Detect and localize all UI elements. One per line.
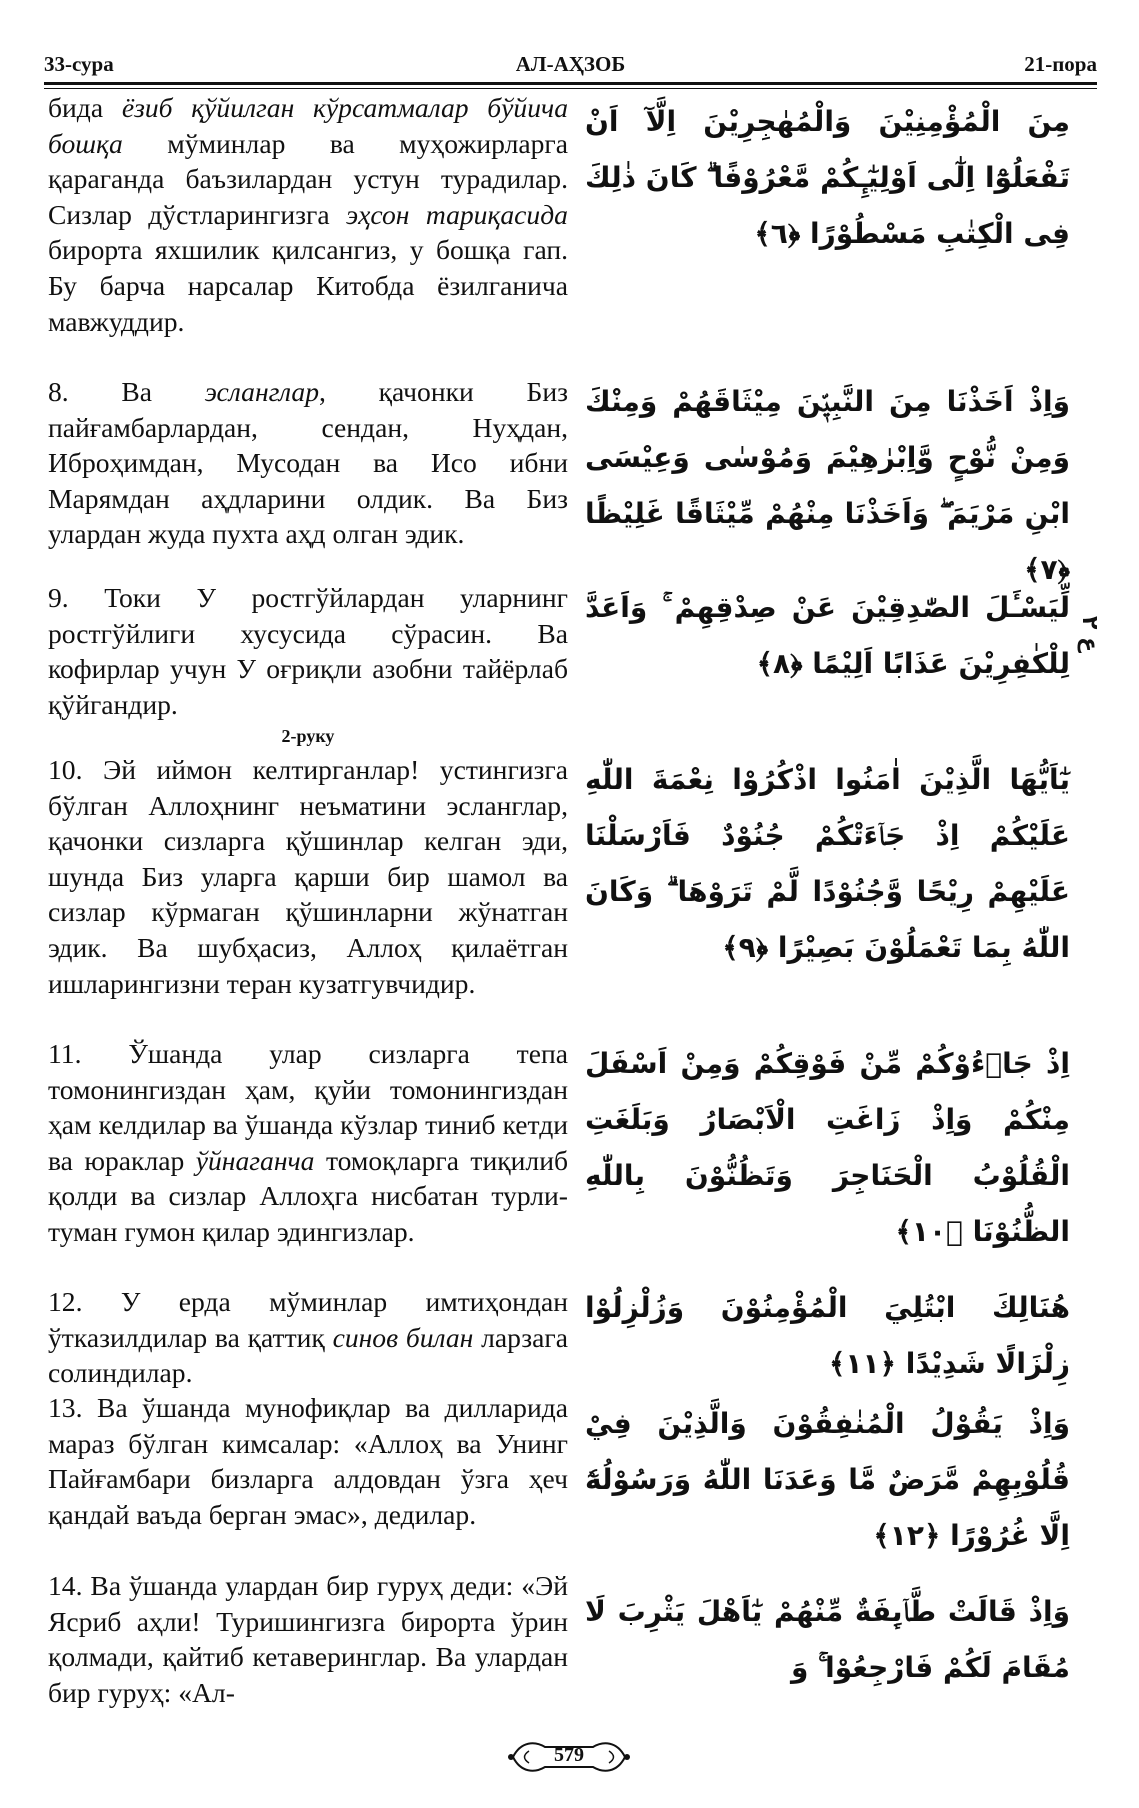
arabic-verse-7 [585,374,1070,598]
translation-paragraph-11 [48,1036,568,1250]
italic-run: эсланглар [204,376,320,407]
translation-paragraph-8 [48,374,568,552]
paragraph-text: 13. Ва ўшанда мунофиқлар ва дилларида мараз бўлган кимсалар: «Аллоҳ ва Унинг Пайғамбари бизларга алдовдан ўзга ҳеч қандай ваъда берган эмас», дедилар. [48,1392,568,1530]
arabic-verse-11 [585,1280,1070,1392]
translation-paragraph-14 [48,1568,568,1710]
text-run: мўминлар ва муҳожирларга қараганда баъзилардан устун турадилар. Сизлар дўстларингизга [48,127,568,230]
ruku-heading: 2-руку [281,726,335,746]
arabic-text: وَاِذْ قَالَتْ طَّاۤىِٕفَةٌ مِّنْهُمْ يٰٓاَهْلَ يَثْرِبَ لَا مُقَامَ لَكُمْ فَارْجِعُوْا ۚ وَ [585,1595,1070,1684]
header-rule-thick [44,82,1097,85]
page-number: 579 [554,1744,584,1766]
translation-paragraph-13 [48,1390,568,1532]
translation-paragraph-9 [48,580,568,722]
arabic-verse-12 [585,1396,1070,1564]
italic-run: ўйнаганча [195,1144,315,1176]
text-run: 8. Ва [48,376,205,407]
paragraph-text: 10. Эй иймон келтирганлар! устингизга бўлган Аллоҳнинг неъматини эсланглар, қачонки сизларга қўшинлар келган эди, шунда Биз уларга қарши бир шамол ва сизлар кўрмаган қўшинларни жўнатган эдик. Ва шубҳасиз, Аллоҳ қилаётган ишларингизни теран кузатгувчидир. [48,754,568,999]
surah-title: АЛ-АҲЗОБ [515,52,626,76]
arabic-text: وَاِذْ يَقُوْلُ الْمُنٰفِقُوْنَ وَالَّذِيْنَ فِيْ قُلُوْبِهِمْ مَّرَضٌ مَّا وَعَدَنَا اللّٰهُ وَرَسُوْلُهٗٓ اِلَّا غُرُوْرًا ﴿١٢﴾ [585,1407,1070,1552]
page-header [44,52,1097,78]
translation-paragraph-6 [48,90,568,339]
arabic-verse-10 [585,1036,1070,1260]
text-run: бида [48,92,122,123]
juz-number: 21-пора [1024,52,1097,76]
surah-number: 33-сура [44,52,114,76]
ruku-margin-mark: ع ٢ [1077,615,1102,653]
italic-run: эҳсон тариқасида [345,198,568,230]
arabic-text: وَاِذْ اَخَذْنَا مِنَ النَّبِيّٖنَ مِيْثَاقَهُمْ وَمِنْكَ وَمِنْ نُّوْحٍ وَّاِبْرٰهِيْمَ وَمُوْسٰى وَعِيْسَى ابْنِ مَرْيَمَ ۖ وَاَخَذْنَا مِنْهُمْ مِّيْثَاقًا غَلِيْظًا ﴿٧﴾ [585,385,1070,586]
arabic-text: هُنَالِكَ ابْتُلِيَ الْمُؤْمِنُوْنَ وَزُلْزِلُوْا زِلْزَالًا شَدِيْدًا ﴿١١﴾ [585,1291,1070,1380]
text-run: бирорта яхшилик қилсангиз, у бошқа гап. Бу барча нарсалар Китобда ёзилганича мавжуддир. [48,234,568,337]
italic-run: синов билан [332,1321,474,1353]
translation-paragraph-12 [48,1284,568,1391]
translation-paragraph-10 [48,752,568,1001]
arabic-text: لِّيَسْـَٔلَ الصّٰدِقِيْنَ عَنْ صِدْقِهِمْ ۚ وَاَعَدَّ لِلْكٰفِرِيْنَ عَذَابًا اَلِيْمًا ﴿٨﴾ [585,591,1070,680]
italic-run: ёзиб қўйилган кўрсатмалар бўйича бошқа [48,92,568,159]
header-rule-thin [44,88,1097,89]
text-run: 11. Ўшанда улар сизларга тепа томонингиздан ҳам, қуйи томонингиздан ҳам келдилар ва ўшанда кўзлар тиниб кетди ва юраклар [48,1038,568,1176]
arabic-verse-9 [585,752,1070,976]
text-run: , қачонки Биз пайғамбарлардан, сендан, Нуҳдан, Иброҳимдан, Мусодан ва Исо ибни Марямдан аҳдларини олдик. Ва Биз улардан жуда пухта аҳд олган эдик. [48,376,568,550]
arabic-verse-8 [585,580,1070,692]
arabic-verse-13 [585,1584,1070,1696]
arabic-verse-6 [585,94,1070,262]
arabic-text: اِذْ جَاۤءُوْكُمْ مِّنْ فَوْقِكُمْ وَمِنْ اَسْفَلَ مِنْكُمْ وَاِذْ زَاغَتِ الْاَبْصَارُ وَبَلَغَتِ الْقُلُوْبُ الْحَنَاجِرَ وَتَظُنُّوْنَ بِاللّٰهِ الظُّنُوْنَا ﴿١٠﴾ [585,1047,1070,1248]
paragraph-text: 14. Ва ўшанда улардан бир гуруҳ деди: «Эй Ясриб аҳли! Туришингизга бирорта ўрин қолмади, қайтиб кетаверинглар. Ва улардан бир гуруҳ: «Ал- [48,1570,568,1708]
text-run: томоқларга тиқилиб қолди ва сизлар Аллоҳга нисбатан турли-туман гумон қилар эдингизлар. [48,1144,568,1247]
page-number-ornament [505,1737,633,1777]
text-run: 12. У ерда мўминлар имтиҳондан ўтказилдилар ва қаттиқ [48,1286,568,1353]
paragraph-text: 9. Токи У ростгўйлардан уларнинг ростгўйлиги хусусида сўрасин. Ва кофирлар учун У оғриқли азобни тайёрлаб қўйгандир. [48,582,568,720]
arabic-text: يٰٓاَيُّهَا الَّذِيْنَ اٰمَنُوا اذْكُرُوْا نِعْمَةَ اللّٰهِ عَلَيْكُمْ اِذْ جَاۤءَتْكُمْ جُنُوْدٌ فَاَرْسَلْنَا عَلَيْهِمْ رِيْحًا وَّجُنُوْدًا لَّمْ تَرَوْهَا ۗ وَكَانَ اللّٰهُ بِمَا تَعْمَلُوْنَ بَصِيْرًا ﴿٩﴾ [585,763,1070,964]
text-run: ларзага солиндилар. [48,1321,568,1389]
arabic-text: مِنَ الْمُؤْمِنِيْنَ وَالْمُهٰجِرِيْنَ اِلَّآ اَنْ تَفْعَلُوْٓا اِلٰٓى اَوْلِيٰٓـِٕكُمْ مَّعْرُوْفًا ۗ كَانَ ذٰلِكَ فِى الْكِتٰبِ مَسْطُوْرًا ﴿٦﴾ [585,105,1070,250]
